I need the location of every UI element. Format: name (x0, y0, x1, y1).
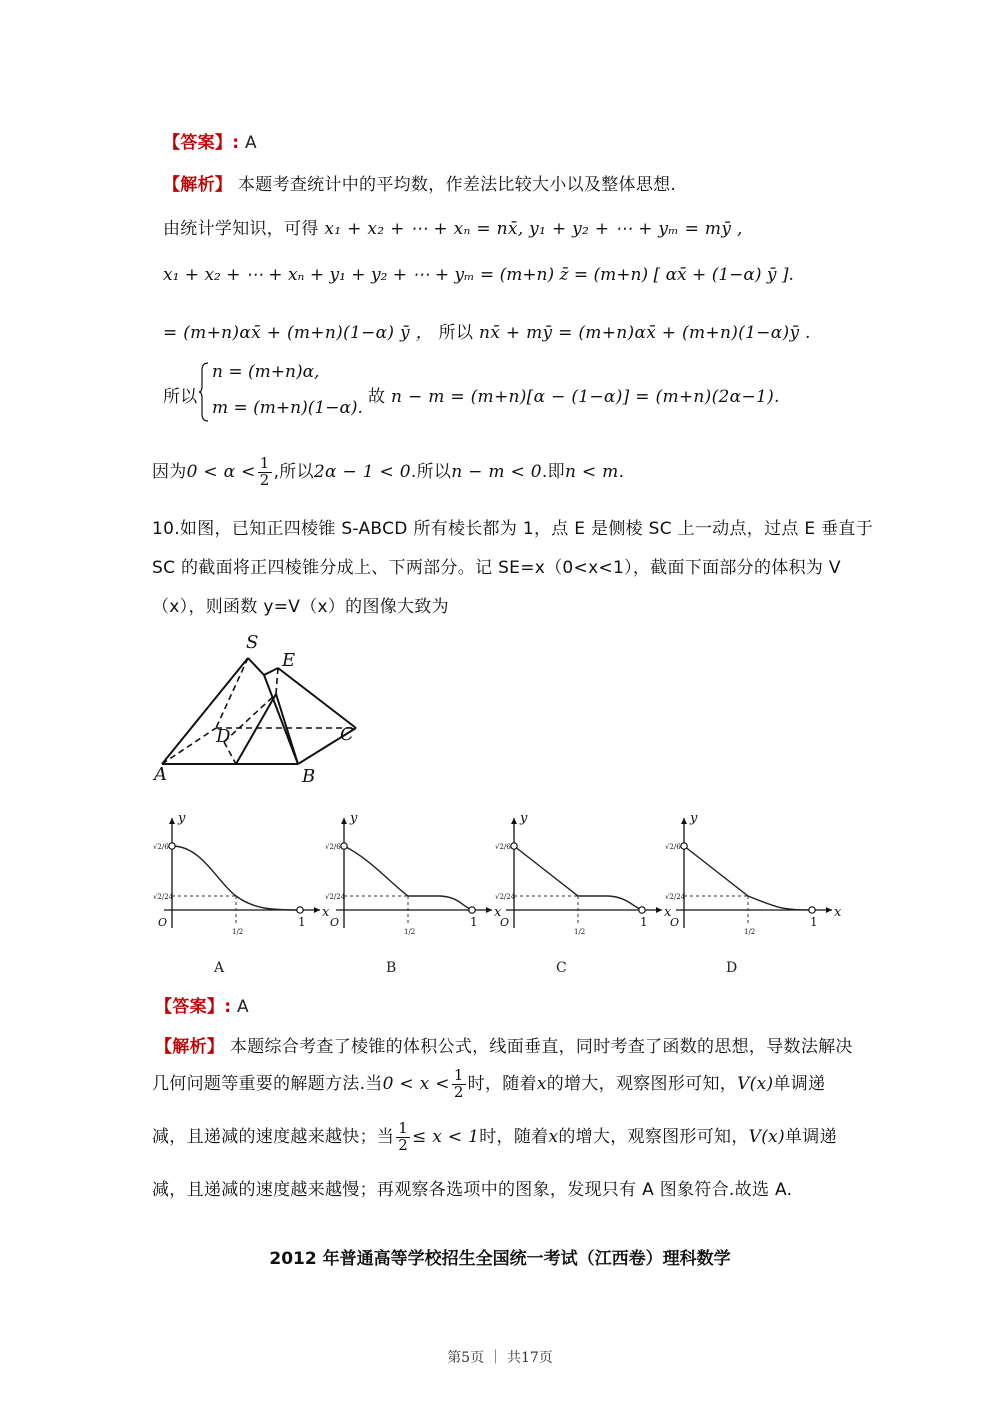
q9-line5 (152, 450, 624, 494)
q10-a3-frac-den: 2 (398, 1135, 409, 1154)
q9-line3-math-a: = (m+n)αx̄ + (m+n)(1−α) ȳ ， (163, 323, 433, 343)
section-title: 2012 年普通高等学校招生全国统一考试（江西卷）理科数学 (269, 1249, 731, 1269)
graph-d-curve (684, 846, 812, 910)
graph-c-start-point (511, 843, 517, 849)
q10-line2: SC 的截面将正四棱锥分成上、下两部分。记 SE=x（0<x<1），截面下面部分的体积为 V (152, 558, 841, 578)
graph-c-curve (514, 846, 642, 910)
graph-d-ytick-low: √2/24 (665, 893, 686, 901)
graph-c-origin: O (500, 916, 510, 929)
q9-line1-text: 由统计学知识，可得 (163, 219, 319, 239)
graph-c-end-point (639, 907, 645, 913)
graph-c-x-arrow (656, 907, 662, 913)
graph-a-origin: O (158, 916, 168, 929)
q10-a2-fraction (452, 1065, 466, 1101)
q10-a2-V: V(x) (737, 1074, 774, 1094)
graph-d-xtick-half: 1/2 (744, 928, 756, 936)
graph-a-curve (172, 846, 300, 910)
graph-d-x-arrow (826, 907, 832, 913)
graph-a-start-point (169, 843, 175, 849)
q9-line3 (163, 318, 811, 343)
graph-d-ytick-top: √2/6 (665, 843, 681, 851)
graph-b-ytick-top: √2/6 (325, 843, 341, 851)
q10-a3-fraction (396, 1118, 410, 1154)
graph-d-y-label: y (690, 811, 698, 826)
graph-b-y-label: y (350, 811, 358, 826)
graph-b-curve (344, 846, 472, 910)
graph-d-option-label: D (726, 960, 738, 976)
graph-b-end-point (469, 907, 475, 913)
graph-b-option-label: B (386, 960, 397, 976)
q9-answer-line (163, 128, 257, 153)
graph-b-xtick-one: 1 (470, 915, 478, 929)
q10-analysis-line1 (155, 1032, 853, 1057)
graph-c-xtick-half: 1/2 (574, 928, 586, 936)
q10-analysis-line2 (152, 1062, 825, 1106)
graph-c-xtick-one: 1 (640, 915, 648, 929)
graph-c-x-label: x (664, 905, 672, 920)
q9-line5-ineq-c: n − m < 0 (451, 462, 542, 482)
graph-b-x-arrow (486, 907, 492, 913)
q9-line2-math: x₁ + x₂ + ⋯ + xₙ + y₁ + y₂ + ⋯ + yₘ = (m+n) z̄ = (m+n) [ αx̄ + (1−α) ȳ ]. (163, 265, 794, 285)
graph-a-xtick-half: 1/2 (232, 928, 244, 936)
q9-line5-fraction (258, 453, 272, 489)
q10-analysis-line3 (152, 1115, 837, 1159)
q9-system-brace (199, 362, 209, 422)
label-D: D (216, 726, 231, 747)
q9-analysis-tag: 【解析】 (163, 175, 233, 195)
graph-c-ytick-top: √2/6 (495, 843, 511, 851)
q10-answer-value: A (237, 997, 249, 1017)
graph-c-y-arrow (511, 818, 517, 824)
q10-answer-tag: 【答案】: (155, 997, 232, 1017)
q10-a3-end: 单调递 (785, 1127, 837, 1147)
graph-a-y-arrow (169, 818, 175, 824)
q9-line1 (163, 214, 743, 239)
q10-analysis-tag: 【解析】 (155, 1037, 225, 1057)
label-C: C (340, 724, 354, 745)
q9-line5-ji: .即 (541, 462, 565, 482)
graph-d-y-arrow (681, 818, 687, 824)
q10-a3-V: V(x) (748, 1127, 785, 1147)
q10-a2-frac-num: 1 (453, 1065, 464, 1084)
q9-analysis-line (163, 170, 676, 195)
q10-a3-ineq: ≤ x < 1 (412, 1127, 480, 1147)
q9-line1-math: x₁ + x₂ + ⋯ + xₙ = nx̄, y₁ + y₂ + ⋯ + yₘ = mȳ , (324, 219, 743, 239)
q9-line4-label: 所以 (163, 387, 198, 407)
graph-a-end-point (297, 907, 303, 913)
q10-a2-frac-den: 2 (453, 1082, 464, 1101)
q9-line5-ineq-a: 0 < α < (186, 462, 256, 482)
q9-line4-conclusion (368, 382, 780, 407)
q9-line5-pre: 因为 (152, 462, 187, 482)
graph-d-origin: O (670, 916, 680, 929)
q9-system-row2: m = (m+n)(1−α). (212, 398, 363, 418)
graph-d-xtick-one: 1 (810, 915, 818, 929)
q10-a2-mid: 时，随着 (467, 1074, 537, 1094)
graph-b-origin: O (330, 916, 340, 929)
label-S: S (246, 632, 259, 653)
q9-analysis-text: 本题考查统计中的平均数，作差法比较大小以及整体思想. (237, 175, 677, 195)
graph-b-start-point (341, 843, 347, 849)
graph-a-y-label: y (178, 811, 186, 826)
graph-a-xtick-one: 1 (298, 915, 306, 929)
q10-a2-end: 单调递 (773, 1074, 826, 1094)
graph-b-x-label: x (494, 905, 502, 920)
q10-line3: （x），则函数 y=V（x）的图像大致为 (152, 597, 449, 617)
q9-line4-math: n − m = (m+n)[α − (1−α)] = (m+n)(2α−1). (391, 387, 780, 407)
q10-a3-mid: 时，随着 (479, 1127, 549, 1147)
graph-c-ytick-low: √2/24 (495, 893, 516, 901)
q9-line5-ineq-b: 2α − 1 < 0 (313, 462, 411, 482)
q10-a1: 本题综合考查了棱锥的体积公式，线面垂直，同时考查了函数的思想，导数法解决 (229, 1037, 853, 1057)
q9-line5-so: .所以 (410, 462, 452, 482)
label-A: A (154, 764, 167, 785)
q9-line3-text: 所以 (438, 323, 474, 343)
page-footer: 第5页 ｜ 共17页 (447, 1350, 553, 1366)
graph-b-ytick-low: √2/24 (325, 893, 346, 901)
option-graphs (150, 810, 850, 980)
q10-analysis-line4: 减，且递减的速度越来越慢；再观察各选项中的图象，发现只有 A 图象符合.故选 A. (152, 1180, 793, 1200)
graph-c-y-label: y (520, 811, 528, 826)
q10-a2-post: 的增大，观察图形可知， (546, 1074, 738, 1094)
q9-answer-tag: 【答案】: (163, 133, 240, 153)
q10-answer-line (155, 992, 249, 1017)
label-B: B (302, 766, 316, 787)
q9-line3-math-b: nx̄ + mȳ = (m+n)αx̄ + (m+n)(1−α)ȳ . (479, 323, 811, 343)
pyramid-figure (150, 630, 370, 790)
q10-a2-pre: 几何问题等重要的解题方法.当 (152, 1074, 383, 1094)
graph-d-end-point (809, 907, 815, 913)
label-E: E (282, 650, 296, 671)
q9-answer-value: A (245, 133, 257, 153)
graph-a-option-label: A (214, 960, 225, 976)
q9-system-row1: n = (m+n)α, (212, 362, 320, 382)
q9-line4-gu: 故 (368, 387, 386, 407)
graph-a-ytick-low: √2/24 (153, 893, 174, 901)
q10-a3-frac-num: 1 (398, 1118, 409, 1137)
graph-a-x-label: x (322, 905, 330, 920)
q10-a2-x: x (536, 1074, 547, 1094)
graph-b-xtick-half: 1/2 (404, 928, 416, 936)
q10-a3-pre: 减，且递减的速度越来越快；当 (152, 1127, 395, 1147)
option-graphs-svg (150, 810, 850, 980)
q9-line5-mid: ,所以 (273, 462, 314, 482)
q9-line5-result: n < m (564, 462, 619, 482)
q10-line1: 10.如图，已知正四棱锥 S-ABCD 所有棱长都为 1，点 E 是侧棱 SC 上一动点，过点 E 垂直于 (152, 519, 874, 539)
graph-c-option-label: C (556, 960, 567, 976)
graph-a-x-arrow (314, 907, 320, 913)
graph-d-start-point (681, 843, 687, 849)
q9-line5-frac-num: 1 (259, 453, 270, 472)
graph-d-x-label: x (834, 905, 842, 920)
q9-line5-frac-den: 2 (259, 470, 270, 489)
q10-a3-x: x (548, 1127, 559, 1147)
q10-a2-ineq: 0 < x < (382, 1074, 450, 1094)
graph-b-y-arrow (341, 818, 347, 824)
q10-a3-post: 的增大，观察图形可知， (558, 1127, 749, 1147)
q9-line5-end: . (618, 462, 625, 482)
graph-a-ytick-top: √2/6 (153, 843, 169, 851)
